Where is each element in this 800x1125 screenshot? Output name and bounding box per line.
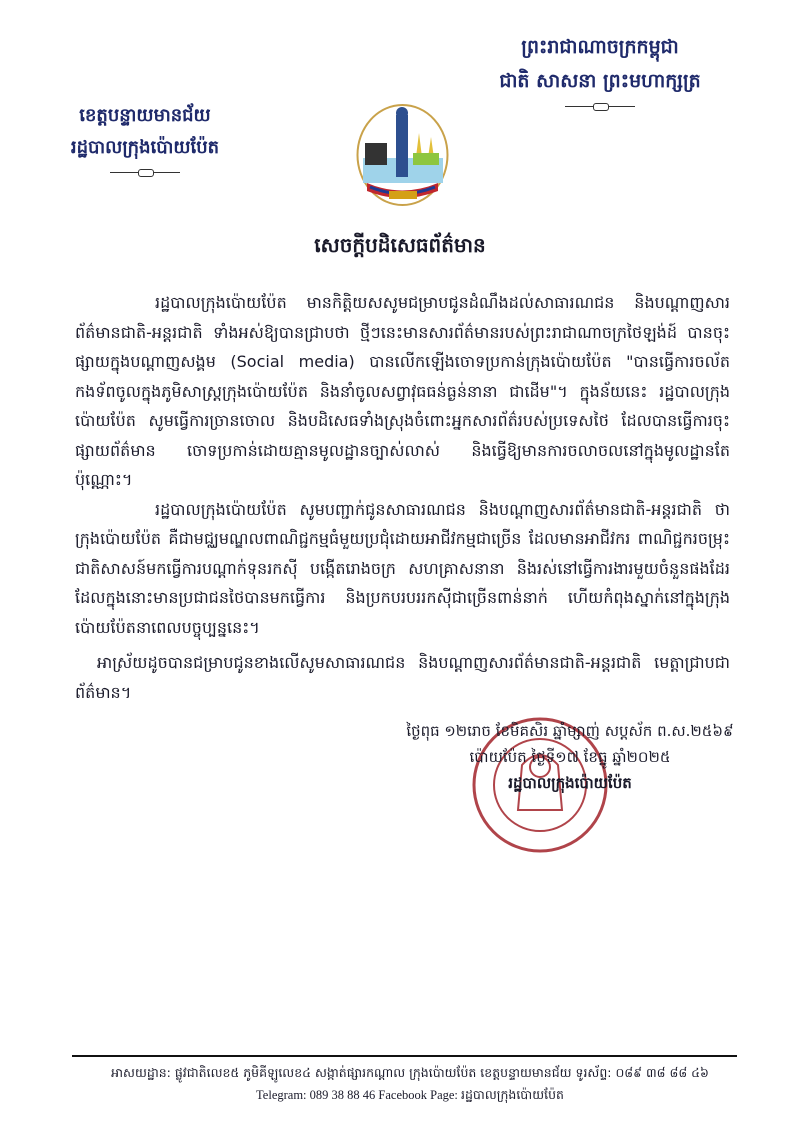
paragraph: រដ្ឋបាលក្រុងប៉ោយប៉ែត មានកិត្តិយសសូមជម្រាបជូនដំណឹងដល់សាធារណជន និងបណ្តាញសារព័ត៌មានជាតិ-អន្តរជាតិ ទាំងអស់ឱ្យបានជ្រាបថា ថ្មីៗនេះមានសារព័ត៌មានរបស់ព្រះរាជាណាចក្រថៃឡង់ដ៍ បានចុះផ្សាយក្នុងបណ្តាញសង្គម (Social media) បានលើកឡើងចោទប្រកាន់ក្រុងប៉ោយប៉ែត "បានធ្វើការចល័តកងទ័ពចូលក្នុងភូមិសាស្ត្រក្រុងប៉ោយប៉ែត និងនាំចូលសព្វាវុធធន់ធ្ងន់នានា ជាដើម"។ ក្នុងន័យនេះ រដ្ឋបាលក្រុងប៉ោយប៉ែត សូមធ្វើការច្រានចោល និងបដិសេធទាំងស្រុងចំពោះអ្នកសារព័ត៌របស់ប្រទេសថៃ ដែលបានធ្វើការចុះផ្សាយព័ត៌មាន ចោទប្រកាន់ដោយគ្មានមូលដ្ឋានច្បាស់លាស់ និងធ្វើឱ្យមានការចលាចលនៅក្នុងមូលដ្ឋានតែប៉ុណ្ណោះ។	[75, 293, 730, 489]
city-emblem-logo	[355, 103, 450, 208]
ornament-divider	[110, 172, 180, 173]
issuer-header	[40, 100, 250, 173]
document-title: សេចក្តីបដិសេធព័ត៌មាន	[314, 233, 486, 257]
ornament-divider	[565, 106, 635, 107]
paragraph: រដ្ឋបាលក្រុងប៉ោយប៉ែត សូមបញ្ជាក់ជូនសាធារណជន និងបណ្តាញសារព័ត៌មានជាតិ-អន្តរជាតិ ថា ក្រុងប៉ោយប៉ែត គឺជាមជ្ឈមណ្ឌលពាណិជ្ជកម្មធំមួយប្រជុំដោយអាជីវកម្មជាច្រើន ដែលមានអាជីវករ ពាណិជ្ជករចម្រុះជាតិសាសន៍មកធ្វើការបណ្តាក់ទុនរកស៊ី បង្កើតរោងចក្រ សហគ្រាសនានា និងរស់នៅធ្វើការងារមួយចំនួនផងដែរ ដែលក្នុងនោះមានប្រជាជនថៃបានមកធ្វើការ និងប្រកបរបររកស៊ីជាច្រើនពាន់នាក់ ហើយកំពុងស្នាក់នៅក្នុងក្រុងប៉ោយប៉ែតនាពេលបច្ចុប្បន្ននេះ។	[75, 499, 730, 637]
footer	[60, 1062, 760, 1106]
national-motto: ជាតិ សាសនា ព្រះមហាក្សត្រ	[499, 70, 701, 92]
lunar-date: ថ្ងៃពុធ ១២រោច ខែមិគសិរ ឆ្នាំម្សាញ់ សប្តស័ក ព.ស.២៥៦៩	[406, 722, 734, 740]
document-body	[75, 288, 730, 707]
signature-block	[400, 718, 740, 796]
issue-date: ប៉ោយប៉ែត ថ្ងៃទី១៧ ខែធ្នូ ឆ្នាំ២០២៥	[469, 748, 671, 766]
kingdom-header	[470, 30, 730, 107]
province-name: ខេត្តបន្ទាយមានជ័យ	[79, 105, 211, 126]
paragraph: អាស្រ័យដូចបានជម្រាបជូនខាងលើសូមសាធារណជន និងបណ្តាញសារព័ត៌មានជាតិ-អន្តរជាតិ មេត្តាជ្រាបជាព័ត៌មាន។	[75, 653, 730, 702]
signing-organization: រដ្ឋបាលក្រុងប៉ោយប៉ែត	[508, 774, 632, 792]
administration-name: រដ្ឋបាលក្រុងប៉ោយប៉ែត	[70, 137, 220, 158]
footer-contact: Telegram: 089 38 88 46 Facebook Page: រដ្ឋបាលក្រុងប៉ោយប៉ែត	[256, 1088, 564, 1102]
footer-address: អាសយដ្ឋាន: ផ្លូវជាតិលេខ៥ ភូមិគីឡូលេខ៤ សង្កាត់ផ្សារកណ្តាល ក្រុងប៉ោយប៉ែត ខេត្តបន្ទាយមានជ័យ ទូរស័ព្ទ: ០៨៩ ៣៨ ៨៨ ៤៦	[111, 1065, 709, 1080]
footer-divider	[72, 1055, 737, 1057]
kingdom-name: ព្រះរាជាណាចក្រកម្ពុជា	[521, 36, 679, 58]
